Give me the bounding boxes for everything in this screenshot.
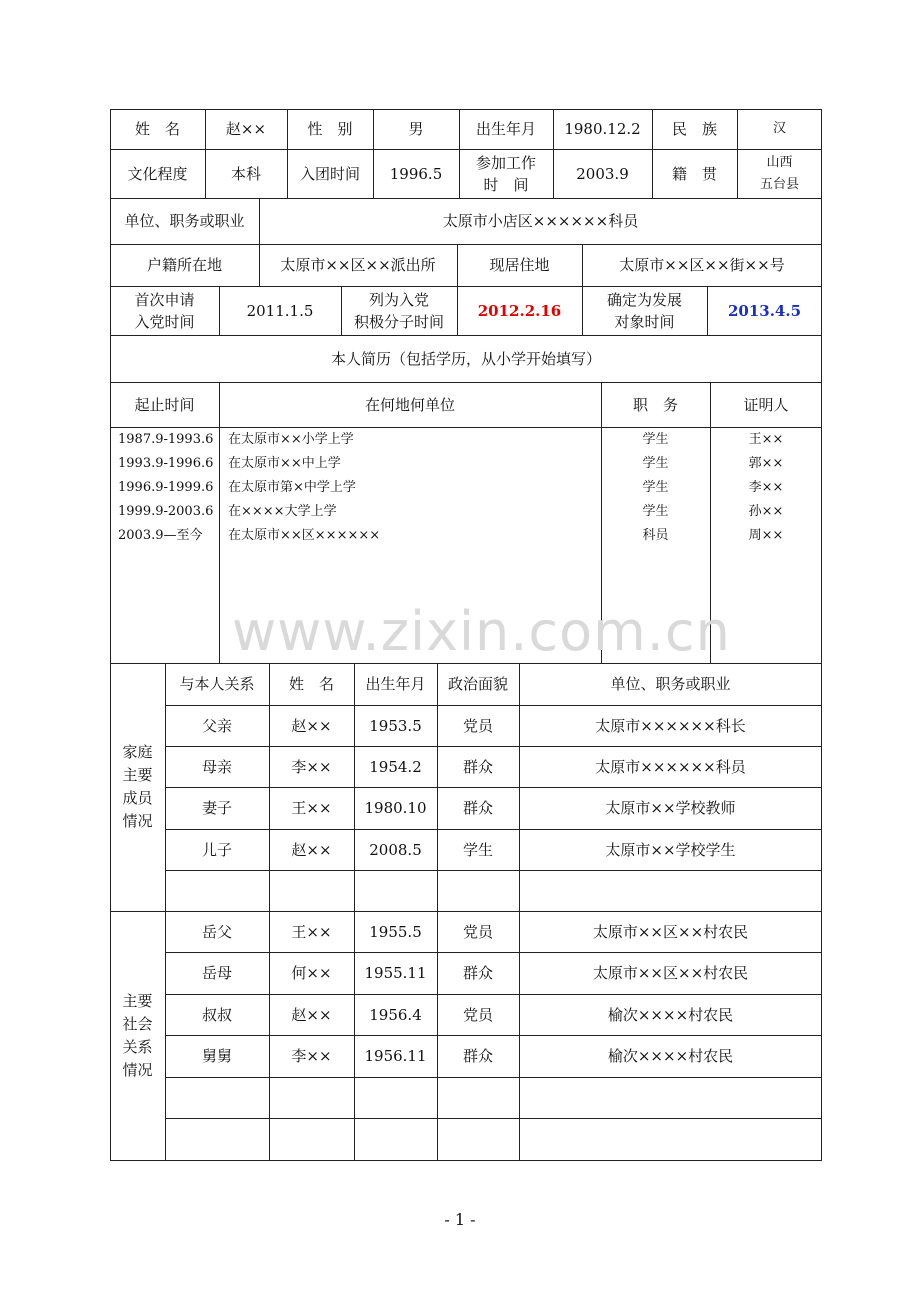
family-section-label-line: 成员 (122, 789, 153, 807)
family-name: 李×× (291, 757, 332, 776)
row-divider (165, 870, 822, 871)
residence-label: 现居住地 (489, 256, 550, 274)
family-header-relation: 与本人关系 (179, 675, 255, 693)
resume-period: 2003.9—至今 (118, 528, 203, 543)
family-birth: 1980.10 (364, 799, 427, 817)
social-political: 群众 (462, 964, 493, 982)
resume-witness: 周×× (748, 528, 784, 543)
develop-label-line1: 确定为发展 (606, 290, 682, 309)
family-unit: 太原市××学校学生 (605, 840, 736, 859)
name-label: 姓 名 (134, 120, 180, 138)
social-section-label-line: 主要 (122, 992, 153, 1010)
huji-value: 太原市××区××派出所 (280, 256, 436, 274)
resume-place: 在太原市××区×××××× (228, 528, 381, 543)
social-political: 群众 (462, 1047, 493, 1065)
resume-places (228, 428, 598, 548)
social-political: 党员 (462, 1005, 493, 1024)
resume-role: 学生 (642, 432, 669, 447)
unit-value: 太原市小店区××××××科员 (442, 212, 639, 230)
apply-label-line1: 首次申请 (134, 290, 195, 309)
resume-witness: 王×× (748, 432, 784, 447)
social-name: 何×× (291, 964, 332, 982)
family-header-name: 姓 名 (288, 675, 334, 693)
gender-value: 男 (408, 120, 424, 138)
social-section-label-line: 关系 (122, 1038, 153, 1056)
resume-place: 在太原市××中上学 (228, 456, 341, 471)
family-section-label-line: 情况 (122, 812, 153, 830)
resume-place: 在太原市第×中学上学 (228, 480, 356, 495)
social-section-label-line: 社会 (122, 1015, 153, 1033)
family-unit: 太原市××××××科员 (595, 757, 746, 776)
birth-label: 出生年月 (475, 120, 536, 138)
family-header-political: 政治面貌 (447, 675, 508, 693)
work-label-line2: 时 间 (483, 175, 529, 194)
social-name: 王×× (291, 922, 332, 941)
family-birth: 2008.5 (369, 840, 422, 859)
work-label (459, 149, 553, 198)
social-relation: 叔叔 (201, 1005, 232, 1024)
apply-value: 2011.1.5 (246, 301, 314, 320)
social-unit: 榆次××××村农民 (607, 1047, 734, 1065)
birth-value: 1980.12.2 (564, 120, 641, 138)
apply-label-line2: 入党时间 (134, 312, 195, 331)
activist-label-line1: 列为入党 (368, 290, 429, 309)
resume-header-place: 在何地何单位 (364, 395, 455, 414)
resume-period: 1987.9-1993.6 (118, 432, 214, 447)
family-section-label-line: 主要 (122, 766, 153, 784)
league-value: 1996.5 (389, 164, 443, 183)
family-birth: 1953.5 (369, 716, 422, 735)
resume-header-witness: 证明人 (743, 395, 789, 414)
resume-role: 科员 (642, 528, 669, 543)
social-birth: 1955.11 (364, 964, 427, 982)
work-value: 2003.9 (576, 164, 629, 183)
family-section-label-line: 家庭 (122, 743, 153, 761)
family-political: 学生 (462, 840, 493, 859)
edu-value: 本科 (230, 164, 261, 183)
social-section-label (110, 911, 165, 1161)
activist-label (341, 286, 457, 335)
family-unit: 太原市××××××科长 (595, 716, 746, 735)
resume-role: 学生 (642, 504, 669, 519)
family-name: 王×× (291, 799, 332, 817)
family-political: 党员 (462, 716, 493, 735)
develop-label-line2: 对象时间 (614, 312, 675, 331)
activist-value: 2012.2.16 (477, 301, 562, 320)
social-relation: 岳父 (201, 922, 232, 941)
row-divider (165, 1118, 822, 1119)
social-unit: 太原市××区××村农民 (592, 922, 749, 941)
develop-label (582, 286, 707, 335)
resume-witness: 李×× (748, 480, 784, 495)
residence-value: 太原市××区××街××号 (619, 256, 785, 274)
resume-roles (601, 428, 710, 548)
social-unit: 榆次××××村农民 (607, 1005, 734, 1024)
resume-period: 1993.9-1996.6 (118, 456, 214, 471)
huji-label: 户籍所在地 (146, 256, 222, 274)
native-value-line2: 五台县 (759, 176, 799, 192)
family-name: 赵×× (291, 716, 332, 735)
edu-label: 文化程度 (127, 164, 188, 183)
native-value-line1: 山西 (766, 154, 793, 170)
social-name: 赵×× (291, 1005, 332, 1024)
resume-period: 1996.9-1999.6 (118, 480, 214, 495)
native-value (737, 149, 822, 198)
resume-role: 学生 (642, 480, 669, 495)
family-birth: 1954.2 (369, 757, 422, 776)
family-political: 群众 (462, 799, 493, 817)
resume-periods (118, 428, 218, 548)
family-header-unit: 单位、职务或职业 (610, 675, 731, 693)
social-political: 党员 (462, 922, 493, 941)
page-number: - 1 - (444, 1210, 476, 1229)
social-relation: 舅舅 (201, 1047, 232, 1065)
family-relation: 母亲 (201, 757, 232, 776)
resume-witness: 郭×× (748, 456, 784, 471)
name-value: 赵×× (225, 120, 267, 138)
watermark: www.zixin.com.cn (232, 600, 731, 663)
resume-header-period: 起止时间 (134, 395, 195, 414)
gender-label: 性 别 (307, 120, 353, 138)
ethnic-value: 汉 (772, 121, 786, 136)
family-name: 赵×× (291, 840, 332, 859)
native-label: 籍 贯 (671, 164, 717, 183)
work-label-line1: 参加工作 (475, 153, 536, 172)
social-birth: 1956.11 (364, 1047, 427, 1065)
resume-place: 在太原市××小学上学 (228, 432, 354, 447)
resume-title: 本人简历（包括学历，从小学开始填写） (330, 349, 601, 368)
social-relation: 岳母 (201, 964, 232, 982)
resume-witnesses (710, 428, 822, 548)
league-label: 入团时间 (299, 164, 360, 183)
family-unit: 太原市××学校教师 (605, 799, 736, 817)
family-political: 群众 (462, 757, 493, 776)
family-section-label (110, 663, 165, 911)
resume-place: 在××××大学上学 (228, 504, 337, 519)
resume-role: 学生 (642, 456, 669, 471)
row-divider (165, 1077, 822, 1078)
social-unit: 太原市××区××村农民 (592, 964, 749, 982)
social-name: 李×× (291, 1047, 332, 1065)
unit-label: 单位、职务或职业 (124, 212, 245, 230)
resume-header-role: 职 务 (632, 395, 678, 414)
ethnic-label: 民 族 (671, 120, 717, 138)
social-birth: 1955.5 (369, 922, 422, 941)
apply-label (110, 286, 219, 335)
family-header-birth: 出生年月 (365, 675, 426, 693)
family-relation: 妻子 (201, 799, 232, 817)
resume-period: 1999.9-2003.6 (118, 504, 214, 519)
social-section-label-line: 情况 (122, 1061, 153, 1079)
resume-witness: 孙×× (748, 504, 784, 519)
develop-value: 2013.4.5 (727, 301, 802, 320)
social-birth: 1956.4 (369, 1005, 422, 1024)
family-relation: 儿子 (201, 840, 232, 859)
activist-label-line2: 积极分子时间 (353, 312, 444, 331)
family-relation: 父亲 (201, 716, 232, 735)
